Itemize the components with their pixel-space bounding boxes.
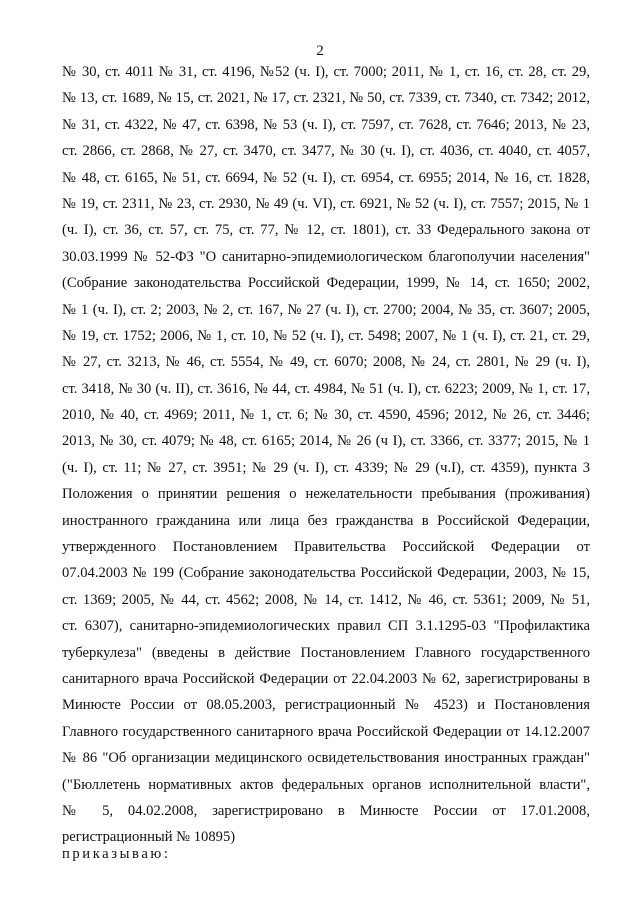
text-line: № 30, ст. 4011 № 31, ст. 4196, №52 (ч. I), ст. 7000; 2011, № 1, ст. 16, ст. 28, ст. 29,	[62, 64, 590, 80]
text-line: № 27, ст. 3213, № 46, ст. 5554, № 49, ст. 6070; 2008, № 24, ст. 2801, № 29 (ч. I),	[62, 354, 590, 371]
text-line: (ч. I), ст. 36, ст. 57, ст. 75, ст. 77, № 12, ст. 1801), ст. 33 Федерального закона от	[62, 222, 590, 239]
text-line: Положения о принятии решения о нежелательности пребывания (проживания)	[62, 486, 590, 503]
text-line: 07.04.2003 № 199 (Собрание законодательства Российской Федерации, 2003, № 15,	[62, 565, 590, 582]
text-line: (Собрание законодательства Российской Федерации, 1999, № 14, ст. 1650; 2002,	[62, 275, 590, 292]
text-line: утвержденного Постановлением Правительства Российской Федерации от	[62, 539, 590, 556]
text-line: ст. 1369; 2005, № 44, ст. 4562; 2008, № 14, ст. 1412, № 46, ст. 5361; 2009, № 51,	[62, 591, 590, 608]
text-line: туберкулеза" (введены в действие Постановлением Главного государственного	[62, 644, 590, 661]
text-line: ст. 3418, № 30 (ч. II), ст. 3616, № 44, ст. 4984, № 51 (ч. I), ст. 6223; 2009, № 1, ст. 17,	[62, 380, 590, 397]
text-line: № 31, ст. 4322, № 47, ст. 6398, № 53 (ч. I), ст. 7597, ст. 7628, ст. 7646; 2013, № 23,	[62, 116, 590, 133]
text-line: № 13, ст. 1689, № 15, ст. 2021, № 17, ст. 2321, № 50, ст. 7339, ст. 7340, ст. 7342; 2012,	[62, 90, 590, 107]
text-line: санитарного врача Российской Федерации от 22.04.2003 № 62, зарегистрированы в	[62, 670, 590, 687]
text-line: регистрационный № 10895)	[62, 829, 236, 846]
text-line: № 48, ст. 6165, № 51, ст. 6694, № 52 (ч. I), ст. 6954, ст. 6955; 2014, № 16, ст. 1828,	[62, 169, 590, 186]
text-line: иностранного гражданина или лица без гражданства в Российской Федерации,	[62, 512, 590, 529]
order-word: приказываю:	[62, 846, 171, 862]
text-line: Минюсте России от 08.05.2003, регистрационный № 4523) и Постановления	[62, 697, 590, 714]
text-line: Главного государственного санитарного врача Российской Федерации от 14.12.2007	[62, 723, 590, 740]
text-line: 2010, № 40, ст. 4969; 2011, № 1, ст. 6; № 30, ст. 4590, 4596; 2012, № 26, ст. 3446;	[62, 407, 590, 424]
text-line: № 1 (ч. I), ст. 2; 2003, № 2, ст. 167, № 27 (ч. I), ст. 2700; 2004, № 35, ст. 3607; 2005,	[62, 301, 590, 318]
page-number: 2	[316, 43, 324, 59]
text-line: № 19, ст. 1752; 2006, № 1, ст. 10, № 52 (ч. I), ст. 5498; 2007, № 1 (ч. I), ст. 21, ст. 29,	[62, 327, 590, 344]
text-line: 30.03.1999 № 52-ФЗ "О санитарно-эпидемиологическом благополучии населения"	[62, 248, 590, 265]
text-line: ("Бюллетень нормативных актов федеральных органов исполнительной власти",	[62, 776, 590, 793]
text-line: ст. 2866, ст. 2868, № 27, ст. 3470, ст. 3477, № 30 (ч. I), ст. 4036, ст. 4040, ст. 4057,	[62, 143, 590, 160]
text-line: № 19, ст. 2311, № 23, ст. 2930, № 49 (ч. VI), ст. 6921, № 52 (ч. I), ст. 7557; 2015, № 1	[62, 195, 590, 212]
text-line: ст. 6307), санитарно-эпидемиологических правил СП 3.1.1295-03 "Профилактика	[62, 618, 590, 635]
text-line: № 86 "Об организации медицинского освидетельствования иностранных граждан"	[62, 750, 590, 767]
body-paragraph	[62, 59, 590, 851]
text-line: № 5, 04.02.2008, зарегистрировано в Минюсте России от 17.01.2008,	[62, 802, 590, 819]
text-line: (ч. I), ст. 11; № 27, ст. 3951; № 29 (ч. I), ст. 4339; № 29 (ч.I), ст. 4359), пункта 3	[62, 459, 590, 476]
text-line: 2013, № 30, ст. 4079; № 48, ст. 6165; 2014, № 26 (ч I), ст. 3366, ст. 3377; 2015, № 1	[62, 433, 590, 450]
